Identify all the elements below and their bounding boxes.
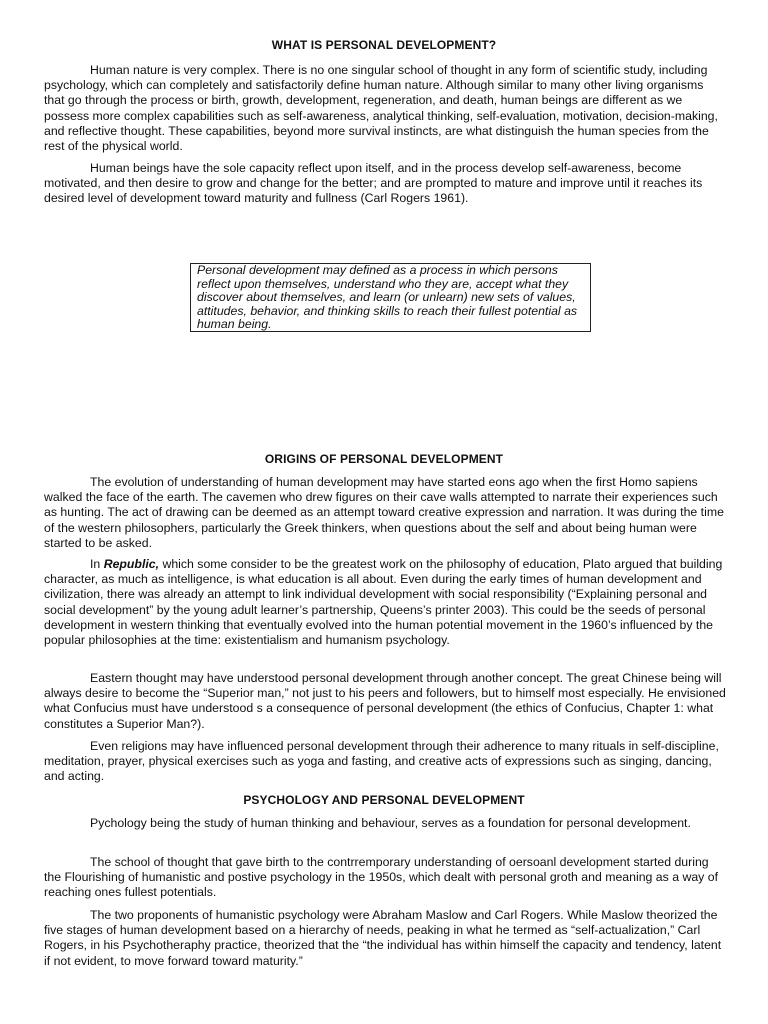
paragraph-6: Even religions may have influenced personal development through their adherence to many rituals in self-discipline, meditation, prayer, physical exercises such as yoga and fasting, and creative acts of expressions such as singing, dancing, and acting.: [44, 739, 719, 784]
paragraph-3: The evolution of understanding of human development may have started eons ago when the first Homo sapiens walked the face of the earth. The cavemen who drew figures on their cave walls attempted to narrate their experiences such as hunting. The act of drawing can be deemed as an attempt toward creative expression and narration. It was during the time of the western philosophers, particularly the Greek thinkers, when questions about the self and about being human were started to be asked.: [44, 475, 724, 550]
paragraph-4-lead: In: [90, 557, 104, 571]
paragraph-4: [44, 557, 726, 648]
paragraph-5: Eastern thought may have understood personal development through another concept. The great Chinese being will always desire to become the “Superior man,” not just to his peers and followers, but to himself most especially. He envisioned what Confucius must have understood s a consequence of personal development (the ethics of Confucius, Chapter 1: what constitutes a Superior Man?).: [44, 671, 726, 731]
paragraph-4-body: which some consider to be the greatest work on the philosophy of education, Plato argued that building character, as much as intelligence, is what education is all about. Even during the early times of human development and civilization, there was already an attempt to link individual development with social responsibility (“Explaining personal and social development” by the young adult learner’s partnership, Queens’s printer 2003). This could be the seeds of personal development in western thinking that eventually evolved into the human potential movement in the 1960’s influenced by the popular philosophies at the time: existentialism and humanism psychology.: [44, 557, 723, 648]
paragraph-7: Pychology being the study of human thinking and behaviour, serves as a foundation for personal development.: [90, 816, 691, 830]
section-title-psychology: PSYCHOLOGY AND PERSONAL DEVELOPMENT: [243, 793, 525, 807]
section-title-what-is: WHAT IS PERSONAL DEVELOPMENT?: [271, 38, 497, 52]
section-title-origins: ORIGINS OF PERSONAL DEVELOPMENT: [264, 452, 504, 466]
paragraph-2: Human beings have the sole capacity reflect upon itself, and in the process develop self-awareness, become motivated, and then desire to grow and change for the better; and are prompted to mature and improve until it reaches its desired level of development toward maturity and fullness (Carl Rogers 1961).: [44, 161, 703, 206]
paragraph-8: The school of thought that gave birth to the contrremporary understanding of oersoanl development started during the Flourishing of humanistic and postive psychology in the 1950s, which dealt with personal groth and meaning as a way of reaching ones fullest potentials.: [44, 855, 718, 900]
paragraph-1: Human nature is very complex. There is no one singular school of thought in any form of scientific study, including psychology, which can completely and satisfactorily define human nature. Although similar to many other living organisms that go through the process or birth, growth, development, regeneration, and death, human beings are different as we possess more complex capabilities such as self-awareness, analytical thinking, self-evaluation, motivation, decision-making, and reflective thought. These capabilities, beyond more survival instincts, are what distinguish the human species from the rest of the physical world.: [44, 63, 718, 154]
paragraph-9: The two proponents of humanistic psychology were Abraham Maslow and Carl Rogers. While Maslow theorized the five stages of human development based on a hierarchy of needs, peaking in what he termed as “self-actualization,” Carl Rogers, in his Psychotheraphy practice, theorized that the “the individual has within himself the capacity and tendency, latent if not evident, to move forward toward maturity.”: [44, 908, 722, 968]
definition-callout-box: Personal development may defined as a process in which persons reflect upon themselves, understand who they are, accept what they discover about themselves, and learn (or unlearn) new sets of values, attitudes, behavior, and thinking skills to reach their fullest potential as human being.: [190, 263, 591, 332]
book-title-republic: Republic,: [103, 557, 160, 571]
